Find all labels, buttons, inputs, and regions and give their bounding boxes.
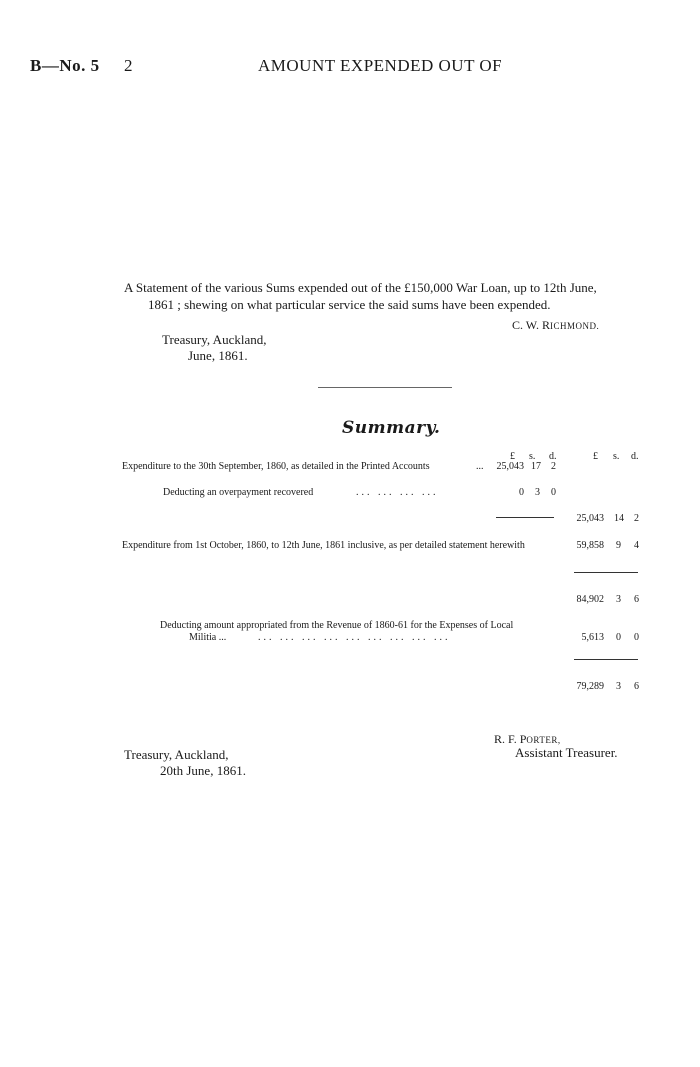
treasury-bottom-line-2: 20th June, 1861. — [160, 763, 246, 778]
row-7-pounds: 79,289 — [576, 681, 604, 692]
row-7-shillings: 3 — [616, 681, 621, 692]
statement-signature — [512, 316, 599, 334]
col-header-pounds-2: £ — [593, 451, 598, 462]
section-divider — [318, 387, 452, 388]
summary-heading: Summary. — [342, 418, 441, 438]
col-header-shillings-1: s. — [529, 451, 536, 462]
row-6-pounds: 5,613 — [581, 632, 604, 643]
signature-initials: C. W. R — [512, 318, 551, 332]
statement-line-2: 1861 ; shewing on what particular service the said sums have been expended. — [148, 297, 551, 312]
row-6-dots: ... ... ... ... ... ... ... ... ... — [258, 632, 451, 643]
signoff-initials: R. F. P — [494, 732, 527, 746]
page-title: AMOUNT EXPENDED OUT OF — [258, 56, 503, 75]
row-4-pounds: 59,858 — [576, 540, 604, 551]
row-3-pence: 2 — [634, 513, 639, 524]
row-4-label: Expenditure from 1st October, 1860, to 12th June, 1861 inclusive, as per detailed statement herewith — [122, 540, 525, 551]
row-7-pence: 6 — [634, 681, 639, 692]
statement-line-1: A Statement of the various Sums expended out of the £150,000 War Loan, up to 12th June, — [124, 280, 597, 295]
row-1-shillings: 17 — [531, 461, 541, 472]
row-6-shillings: 0 — [616, 632, 621, 643]
row-4-shillings: 9 — [616, 540, 621, 551]
row-6-label-line-1: Deducting amount appropriated from the Revenue of 1860-61 for the Expenses of Local — [160, 620, 514, 631]
signoff-title: Assistant Treasurer. — [515, 745, 618, 760]
treasury-bottom-line-1: Treasury, Auckland, — [124, 747, 229, 762]
row-6-label-line-2: Militia ... — [189, 632, 227, 643]
col-header-pence-1: d. — [549, 451, 557, 462]
row-1-dots: ... — [476, 461, 484, 472]
subtotal-rule-1 — [496, 517, 554, 518]
row-1-pence: 2 — [551, 461, 556, 472]
document-ref: B—No. 5 — [30, 56, 100, 75]
row-1-label: Expenditure to the 30th September, 1860, as detailed in the Printed Accounts — [122, 461, 430, 472]
page-number: 2 — [124, 56, 133, 75]
col-header-pence-2: d. — [631, 451, 639, 462]
col-header-pounds-1: £ — [510, 451, 515, 462]
row-2-shillings: 3 — [535, 487, 540, 498]
row-6-pence: 0 — [634, 632, 639, 643]
row-1-pounds: 25,043 — [496, 461, 524, 472]
row-4-pence: 4 — [634, 540, 639, 551]
row-5-shillings: 3 — [616, 594, 621, 605]
total-rule — [574, 659, 638, 660]
row-2-label: Deducting an overpayment recovered — [163, 487, 314, 498]
row-3-shillings: 14 — [614, 513, 624, 524]
subtotal-rule-2 — [574, 572, 638, 573]
row-5-pence: 6 — [634, 594, 639, 605]
row-2-dots: ... ... ... ... — [356, 487, 439, 498]
row-5-pounds: 84,902 — [576, 594, 604, 605]
row-2-pence: 0 — [551, 487, 556, 498]
col-header-shillings-2: s. — [613, 451, 620, 462]
treasury-top-line-1: Treasury, Auckland, — [162, 332, 267, 347]
row-2-pounds: 0 — [519, 487, 524, 498]
row-3-pounds: 25,043 — [576, 513, 604, 524]
treasury-top-line-2: June, 1861. — [188, 348, 248, 363]
signature-rest: ICHMOND. — [550, 321, 600, 331]
signoff-rest: ORTER, — [526, 735, 561, 745]
